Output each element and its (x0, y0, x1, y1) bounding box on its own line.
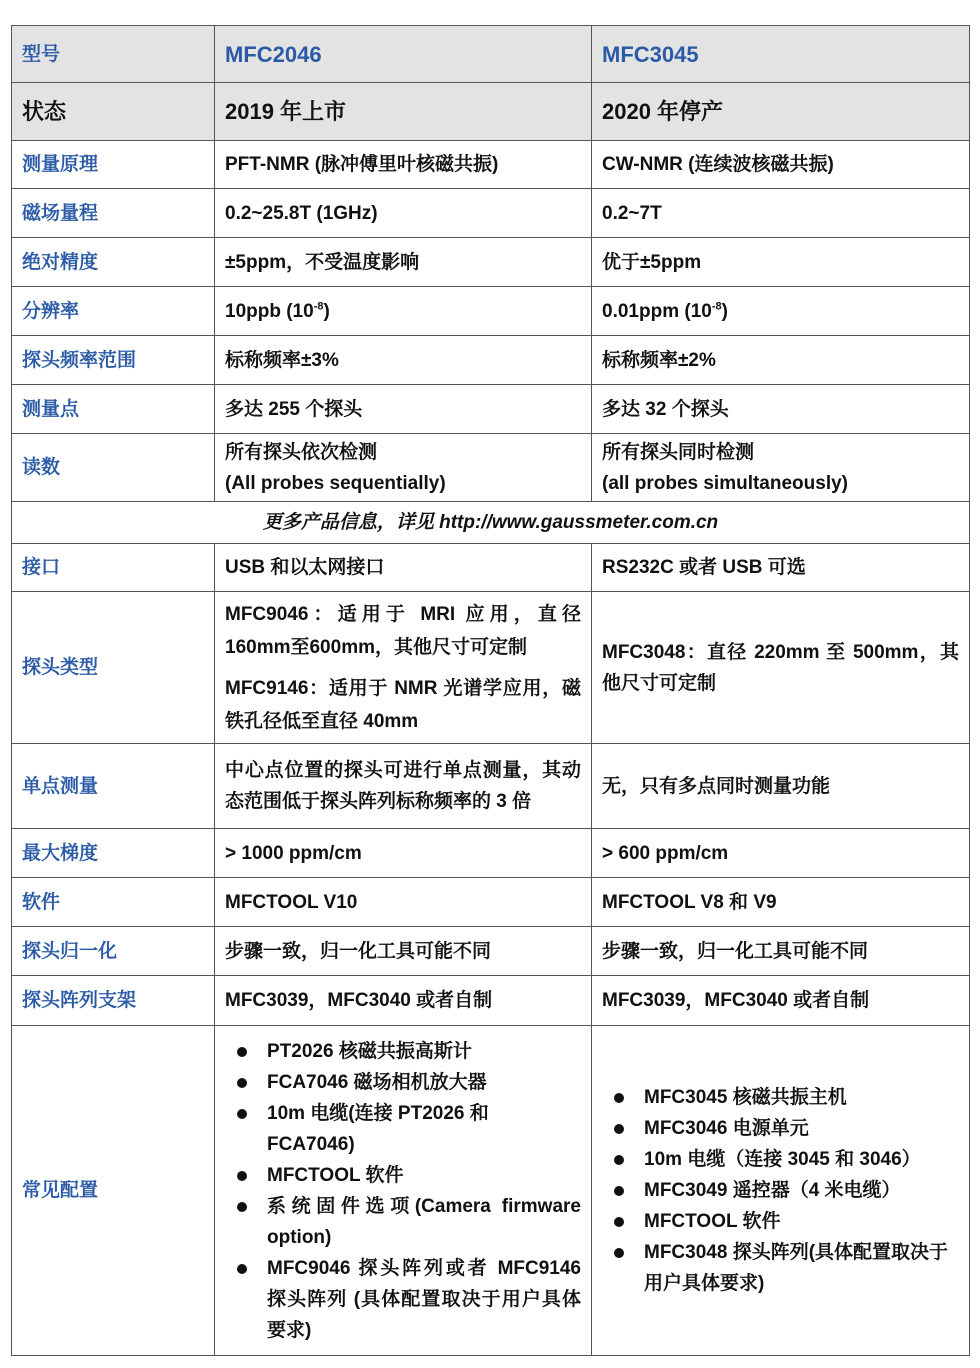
config-col1-item: 10m 电缆(连接 PT2026 和 FCA7046) (225, 1098, 581, 1160)
row-single-point (12, 744, 970, 829)
resolution-col2-close: ) (721, 300, 728, 322)
config-col1-item: PT2026 核磁共振高斯计 (225, 1036, 581, 1067)
status-label: 状态 (12, 83, 215, 141)
resolution-col1-close: ) (323, 300, 330, 322)
field-range-col1: 0.2~25.8T (1GHz) (215, 189, 592, 238)
row-model (12, 26, 970, 83)
probe-type-col1 (215, 592, 592, 744)
readout-col1 (215, 434, 592, 502)
normalization-col2: 步骤一致，归一化工具可能不同 (592, 927, 970, 976)
status-col2: 2020 年停产 (592, 83, 970, 141)
readout-col2-line1: 所有探头同时检测 (602, 441, 755, 463)
max-gradient-col1: > 1000 ppm/cm (215, 829, 592, 878)
array-support-col2: MFC3039，MFC3040 或者自制 (592, 976, 970, 1026)
probe-frequency-col2: 标称频率±2% (592, 336, 970, 385)
field-range-col2: 0.2~7T (592, 189, 970, 238)
config-col1-item: MFC9046 探头阵列或者 MFC9146 探头阵列 (具体配置取决于用户具体要求) (225, 1253, 581, 1346)
row-normalization (12, 927, 970, 976)
row-max-gradient (12, 829, 970, 878)
config-col2-item: 10m 电缆（连接 3045 和 3046） (602, 1144, 959, 1175)
config-label: 常见配置 (12, 1026, 215, 1356)
row-config (12, 1026, 970, 1356)
single-point-col2: 无，只有多点同时测量功能 (592, 744, 970, 829)
resolution-col1-base: 10ppb (10 (225, 300, 314, 322)
row-interface (12, 544, 970, 592)
config-col2-item: MFC3046 电源单元 (602, 1113, 959, 1144)
probe-type-col2: MFC3048：直径 220mm 至 500mm，其他尺寸可定制 (592, 592, 970, 744)
config-col1-item: MFCTOOL 软件 (225, 1160, 581, 1191)
accuracy-col2: 优于±5ppm (592, 238, 970, 287)
row-field-range (12, 189, 970, 238)
interface-col1: USB 和以太网接口 (215, 544, 592, 592)
probe-type-col1-mfc9146: MFC9146：适用于 NMR 光谱学应用，磁铁孔径低至直径 40mm (225, 677, 581, 732)
accuracy-col1: ±5ppm，不受温度影响 (215, 238, 592, 287)
resolution-col1 (215, 287, 592, 336)
readout-col1-line1: 所有探头依次检测 (225, 441, 378, 463)
model-mfc3045: MFC3045 (592, 26, 970, 83)
probe-type-col1-mfc9046: MFC9046：适用于 MRI 应用，直径 160mm至600mm，其他尺寸可定制 (225, 603, 581, 658)
software-col2: MFCTOOL V8 和 V9 (592, 878, 970, 927)
resolution-col2-base: 0.01ppm (10 (602, 300, 712, 322)
row-accuracy (12, 238, 970, 287)
single-point-label: 单点测量 (12, 744, 215, 829)
model-label: 型号 (12, 26, 215, 83)
points-col2: 多达 32 个探头 (592, 385, 970, 434)
readout-label: 读数 (12, 434, 215, 502)
row-software (12, 878, 970, 927)
principle-label: 测量原理 (12, 141, 215, 189)
config-col1-item: FCA7046 磁场相机放大器 (225, 1067, 581, 1098)
software-col1: MFCTOOL V10 (215, 878, 592, 927)
spec-comparison-table (11, 25, 970, 1356)
config-col2 (592, 1026, 970, 1356)
config-col2-item: MFC3049 遥控器（4 米电缆） (602, 1175, 959, 1206)
row-array-support (12, 976, 970, 1026)
points-label: 测量点 (12, 385, 215, 434)
software-label: 软件 (12, 878, 215, 927)
interface-label: 接口 (12, 544, 215, 592)
readout-col2 (592, 434, 970, 502)
principle-col2: CW-NMR (连续波核磁共振) (592, 141, 970, 189)
row-probe-frequency (12, 336, 970, 385)
max-gradient-col2: > 600 ppm/cm (592, 829, 970, 878)
points-col1: 多达 255 个探头 (215, 385, 592, 434)
accuracy-label: 绝对精度 (12, 238, 215, 287)
probe-frequency-col1: 标称频率±3% (215, 336, 592, 385)
row-probe-type (12, 592, 970, 744)
config-col1-item: 系统固件选项(Camera firmware option) (225, 1191, 581, 1253)
resolution-col2-exponent: -8 (711, 300, 722, 313)
readout-col2-line2: (all probes simultaneously) (602, 472, 848, 494)
array-support-col1: MFC3039，MFC3040 或者自制 (215, 976, 592, 1026)
config-col2-item: MFC3048 探头阵列(具体配置取决于用户具体要求) (602, 1237, 959, 1299)
status-col1: 2019 年上市 (215, 83, 592, 141)
row-resolution (12, 287, 970, 336)
field-range-label: 磁场量程 (12, 189, 215, 238)
row-readout (12, 434, 970, 502)
normalization-label: 探头归一化 (12, 927, 215, 976)
row-status (12, 83, 970, 141)
resolution-col2 (592, 287, 970, 336)
row-points (12, 385, 970, 434)
probe-type-label: 探头类型 (12, 592, 215, 744)
resolution-col1-exponent: -8 (313, 300, 324, 313)
config-col2-list (602, 1082, 959, 1299)
resolution-label: 分辨率 (12, 287, 215, 336)
more-info-notice: 更多产品信息，详见 http://www.gaussmeter.com.cn (12, 502, 970, 544)
model-mfc2046: MFC2046 (215, 26, 592, 83)
normalization-col1: 步骤一致，归一化工具可能不同 (215, 927, 592, 976)
row-notice (12, 502, 970, 544)
probe-frequency-label: 探头频率范围 (12, 336, 215, 385)
config-col2-item: MFCTOOL 软件 (602, 1206, 959, 1237)
interface-col2: RS232C 或者 USB 可选 (592, 544, 970, 592)
max-gradient-label: 最大梯度 (12, 829, 215, 878)
config-col1-list (225, 1036, 581, 1346)
config-col1 (215, 1026, 592, 1356)
array-support-label: 探头阵列支架 (12, 976, 215, 1026)
config-col2-item: MFC3045 核磁共振主机 (602, 1082, 959, 1113)
readout-col1-line2: (All probes sequentially) (225, 472, 446, 494)
row-principle (12, 141, 970, 189)
single-point-col1: 中心点位置的探头可进行单点测量，其动态范围低于探头阵列标称频率的 3 倍 (215, 744, 592, 829)
principle-col1: PFT-NMR (脉冲傅里叶核磁共振) (215, 141, 592, 189)
